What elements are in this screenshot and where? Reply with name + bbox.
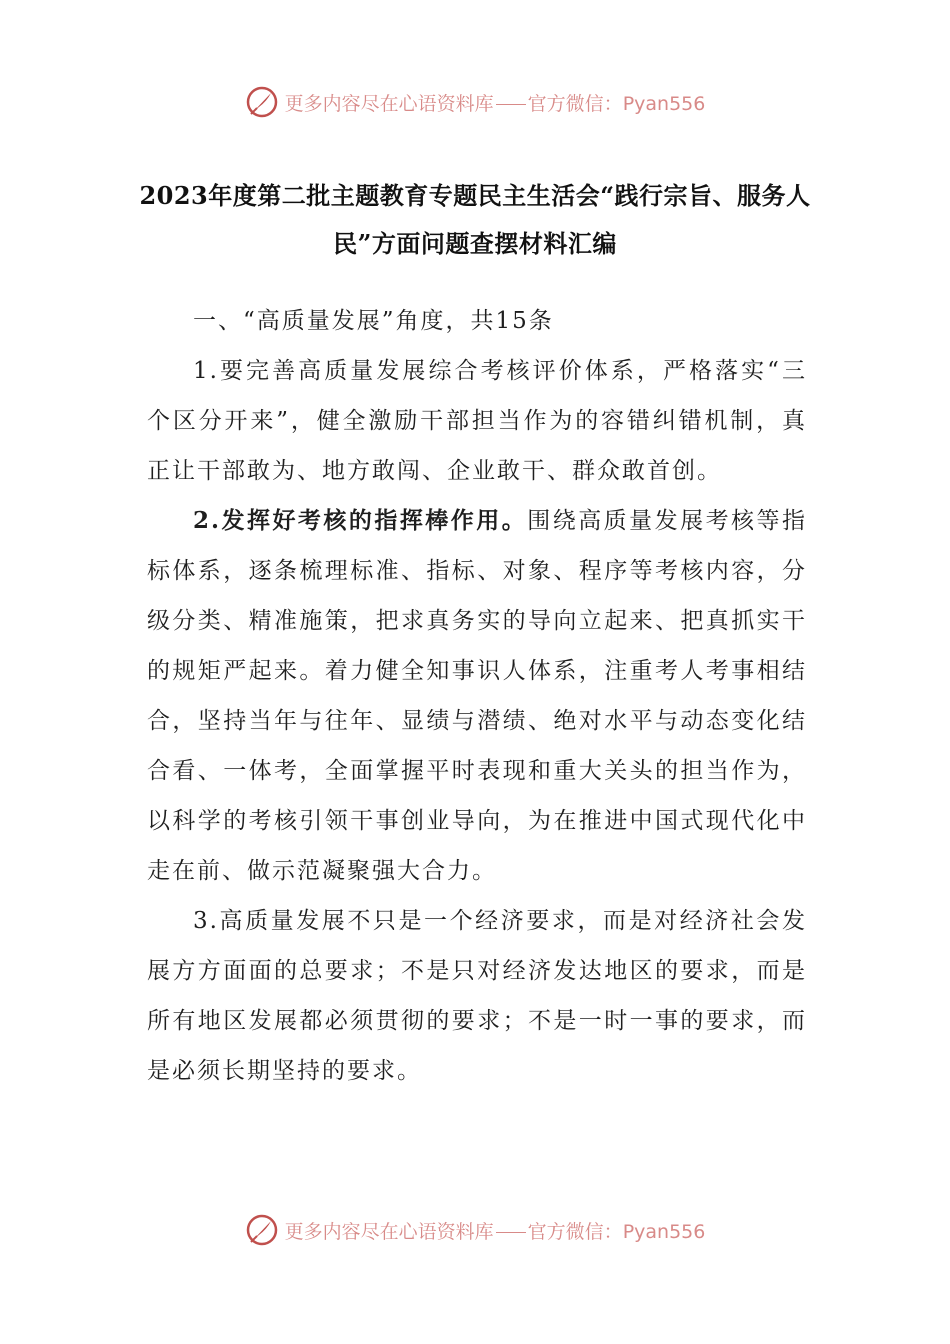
quill-logo-icon xyxy=(245,1213,279,1247)
document-title: 2023年度第二批主题教育专题民主生活会“践行宗旨、服务人民”方面问题查摆材料汇编 xyxy=(139,181,811,258)
banner-main-text: 更多内容尽在心语资料库 xyxy=(284,92,494,115)
banner-text xyxy=(285,89,706,116)
quill-logo-icon xyxy=(245,85,279,119)
banner-separator xyxy=(496,104,526,105)
footer-label-text: 官方微信： xyxy=(527,1220,623,1243)
item-1-text: 1.要完善高质量发展综合考核评价体系，严格落实“三个区分开来”，健全激励干部担当作为的容错纠错机制，真正让干部敢为、地方敢闯、企业敢干、群众敢首创。 xyxy=(147,358,807,484)
footer-main-text: 更多内容尽在心语资料库 xyxy=(284,1220,494,1243)
section-heading: 一、“高质量发展”角度，共15条 xyxy=(193,308,554,334)
footer-banner xyxy=(0,1208,950,1252)
header-banner xyxy=(0,80,950,124)
document-body xyxy=(147,296,807,1096)
banner-wechat-id: Pyan556 xyxy=(622,92,706,115)
item-2-lead: 2.发挥好考核的指挥棒作用。 xyxy=(193,507,528,534)
list-item-2 xyxy=(147,496,807,896)
item-3-text: 3.高质量发展不只是一个经济要求，而是对经济社会发展方方面面的总要求；不是只对经济发达地区的要求，而是所有地区发展都必须贯彻的要求；不是一时一事的要求，而是必须长期坚持的要求。 xyxy=(147,908,807,1084)
banner-label-text: 官方微信： xyxy=(527,92,623,115)
footer-banner-text xyxy=(285,1217,706,1244)
footer-separator xyxy=(496,1232,526,1233)
list-item-1 xyxy=(147,346,807,496)
list-item-3 xyxy=(147,896,807,1096)
item-2-text: 围绕高质量发展考核等指标体系，逐条梳理标准、指标、对象、程序等考核内容，分级分类、精准施策，把求真务实的导向立起来、把真抓实干的规矩严起来。着力健全知事识人体系，注重考人考事相结合，坚持当年与往年、显绩与潜绩、绝对水平与动态变化结合看、一体考，全面掌握平时表现和重大关头的担当作为，以科学的考核引领干事创业导向，为在推进中国式现代化中走在前、做示范凝聚强大合力。 xyxy=(147,508,808,884)
footer-wechat-id: Pyan556 xyxy=(622,1220,706,1243)
